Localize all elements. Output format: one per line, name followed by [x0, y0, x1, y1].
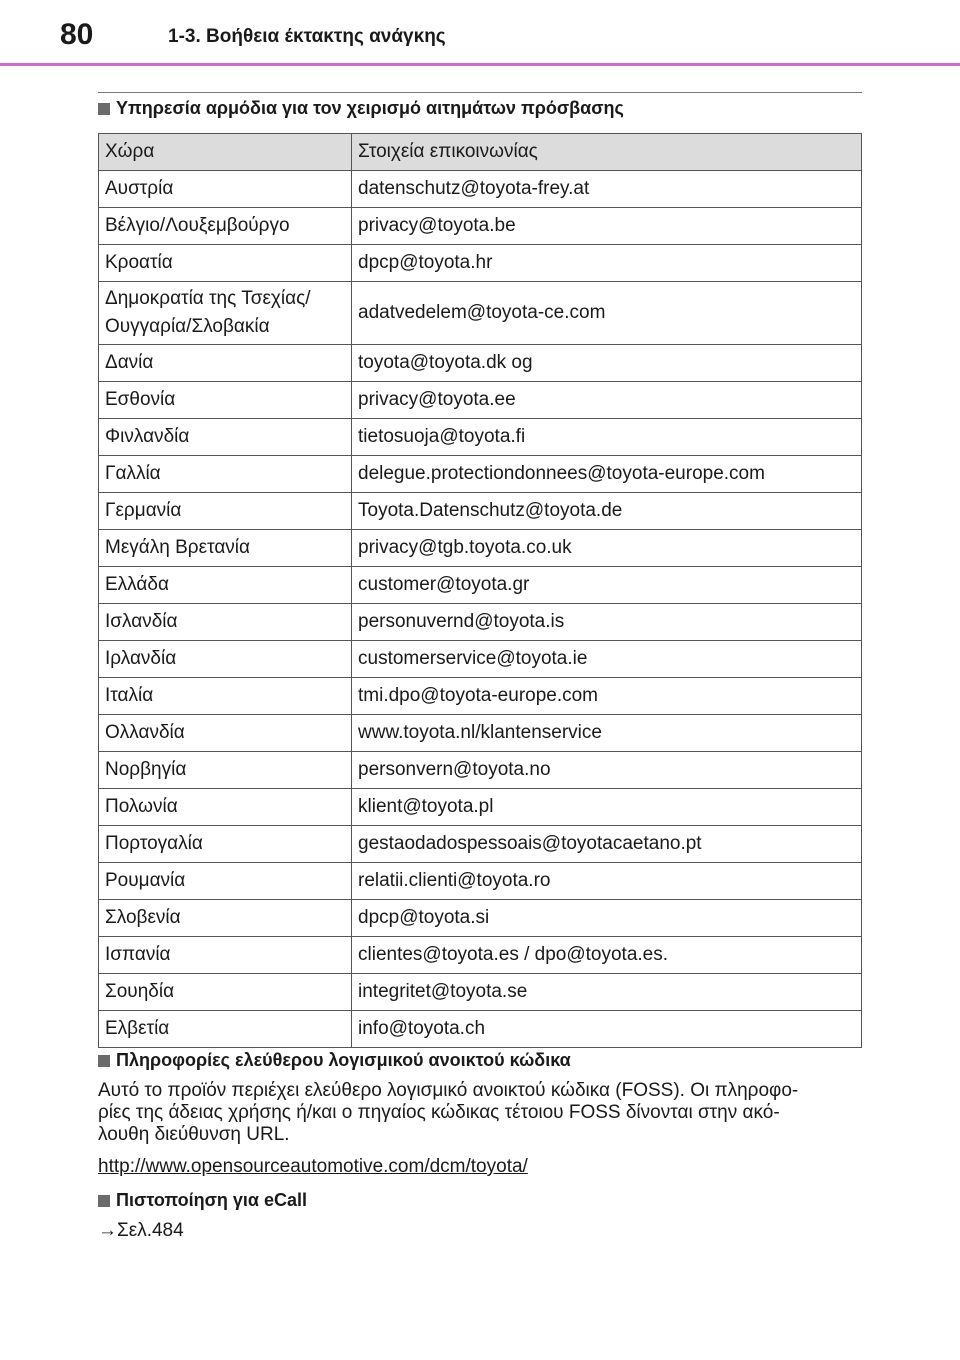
country-cell: Ιρλανδία [99, 641, 352, 678]
paragraph-line: ρίες της άδειας χρήσης ή/και ο πηγαίος κώδικας τέτοιου FOSS δίνονται στην ακό- [98, 1102, 780, 1123]
contact-cell: gestaodadospessoais@toyotacaetano.pt [352, 826, 862, 863]
contact-cell: customerservice@toyota.ie [352, 641, 862, 678]
contact-cell: delegue.protectiondonnees@toyota-europe.com [352, 456, 862, 493]
table-row [99, 900, 862, 937]
section-title: Υπηρεσία αρμόδια για τον χειρισμό αιτημάτων πρόσβασης [116, 98, 624, 118]
contact-cell: personvern@toyota.no [352, 752, 862, 789]
table-row [99, 530, 862, 567]
country-cell: Αυστρία [99, 171, 352, 208]
header-divider [0, 63, 960, 66]
column-header-country: Χώρα [99, 134, 352, 171]
chapter-title: 1-3. Βοήθεια έκτακτης ανάγκης [168, 26, 446, 47]
contact-cell: dpcp@toyota.si [352, 900, 862, 937]
country-cell: Δανία [99, 345, 352, 382]
contact-cell: privacy@tgb.toyota.co.uk [352, 530, 862, 567]
table-row [99, 208, 862, 245]
foss-url-link[interactable]: http://www.opensourceautomotive.com/dcm/toyota/ [98, 1156, 528, 1177]
table-row [99, 974, 862, 1011]
country-cell: Ισλανδία [99, 604, 352, 641]
country-cell: Εσθονία [99, 382, 352, 419]
page-header [0, 0, 960, 64]
country-cell: Ολλανδία [99, 715, 352, 752]
table-row [99, 715, 862, 752]
section-heading-ecall [98, 1190, 307, 1211]
contact-cell: klient@toyota.pl [352, 789, 862, 826]
table-row [99, 937, 862, 974]
table-header-row [99, 134, 862, 171]
square-bullet-icon [98, 1055, 110, 1067]
square-bullet-icon [98, 103, 110, 115]
contact-cell: toyota@toyota.dk og [352, 345, 862, 382]
table-row [99, 752, 862, 789]
contact-cell: datenschutz@toyota-frey.at [352, 171, 862, 208]
contact-cell: integritet@toyota.se [352, 974, 862, 1011]
contact-cell: info@toyota.ch [352, 1011, 862, 1048]
contact-cell: tmi.dpo@toyota-europe.com [352, 678, 862, 715]
contact-cell: tietosuoja@toyota.fi [352, 419, 862, 456]
table-row [99, 1011, 862, 1048]
contact-cell: www.toyota.nl/klantenservice [352, 715, 862, 752]
page-reference[interactable]: →Σελ.484 [98, 1220, 184, 1241]
country-cell [99, 282, 352, 345]
country-cell: Βέλγιο/Λουξεμβούργο [99, 208, 352, 245]
country-cell: Πολωνία [99, 789, 352, 826]
table-row [99, 345, 862, 382]
country-line-1: Δημοκρατία της Τσεχίας/ [105, 288, 311, 309]
table-row [99, 604, 862, 641]
country-cell: Γαλλία [99, 456, 352, 493]
contact-cell: dpcp@toyota.hr [352, 245, 862, 282]
table-row [99, 171, 862, 208]
table-row [99, 382, 862, 419]
contacts-table [98, 133, 862, 1048]
table-row [99, 789, 862, 826]
section-heading-foss [98, 1050, 571, 1071]
country-cell: Σλοβενία [99, 900, 352, 937]
table-row [99, 282, 862, 345]
country-cell: Σουηδία [99, 974, 352, 1011]
country-line-2: Ουγγαρία/Σλοβακία [105, 316, 270, 337]
country-cell: Μεγάλη Βρετανία [99, 530, 352, 567]
foss-url-line [98, 1156, 868, 1178]
table-row [99, 641, 862, 678]
contact-cell: privacy@toyota.be [352, 208, 862, 245]
country-cell: Κροατία [99, 245, 352, 282]
table-row [99, 826, 862, 863]
table-row [99, 678, 862, 715]
page-number: 80 [60, 18, 94, 51]
foss-paragraph [98, 1080, 868, 1146]
country-cell: Φινλανδία [99, 419, 352, 456]
contact-cell: relatii.clienti@toyota.ro [352, 863, 862, 900]
paragraph-line: λουθη διεύθυνση URL. [98, 1124, 290, 1145]
country-cell: Πορτογαλία [99, 826, 352, 863]
section-heading-access-requests [98, 98, 624, 119]
table-row [99, 493, 862, 530]
section-title: Πληροφορίες ελεύθερου λογισμικού ανοικτού κώδικα [116, 1050, 571, 1070]
country-cell: Γερμανία [99, 493, 352, 530]
table-row [99, 567, 862, 604]
contact-cell: personuvernd@toyota.is [352, 604, 862, 641]
table-row [99, 863, 862, 900]
country-cell: Ιταλία [99, 678, 352, 715]
country-cell: Νορβηγία [99, 752, 352, 789]
section-title: Πιστοποίηση για eCall [116, 1190, 308, 1210]
square-bullet-icon [98, 1195, 110, 1207]
contact-cell: clientes@toyota.es / dpo@toyota.es. [352, 937, 862, 974]
country-cell: Ρουμανία [99, 863, 352, 900]
paragraph-line: Αυτό το προϊόν περιέχει ελεύθερο λογισμικό ανοικτού κώδικα (FOSS). Οι πληροφο- [98, 1080, 799, 1101]
contact-cell: customer@toyota.gr [352, 567, 862, 604]
country-cell: Ελβετία [99, 1011, 352, 1048]
table-row [99, 456, 862, 493]
contact-cell: Toyota.Datenschutz@toyota.de [352, 493, 862, 530]
contact-cell: privacy@toyota.ee [352, 382, 862, 419]
contact-cell: adatvedelem@toyota-ce.com [352, 282, 862, 345]
country-cell: Ισπανία [99, 937, 352, 974]
table-row [99, 245, 862, 282]
column-header-contact: Στοιχεία επικοινωνίας [352, 134, 862, 171]
country-cell: Ελλάδα [99, 567, 352, 604]
table-row [99, 419, 862, 456]
section-divider [98, 92, 862, 93]
